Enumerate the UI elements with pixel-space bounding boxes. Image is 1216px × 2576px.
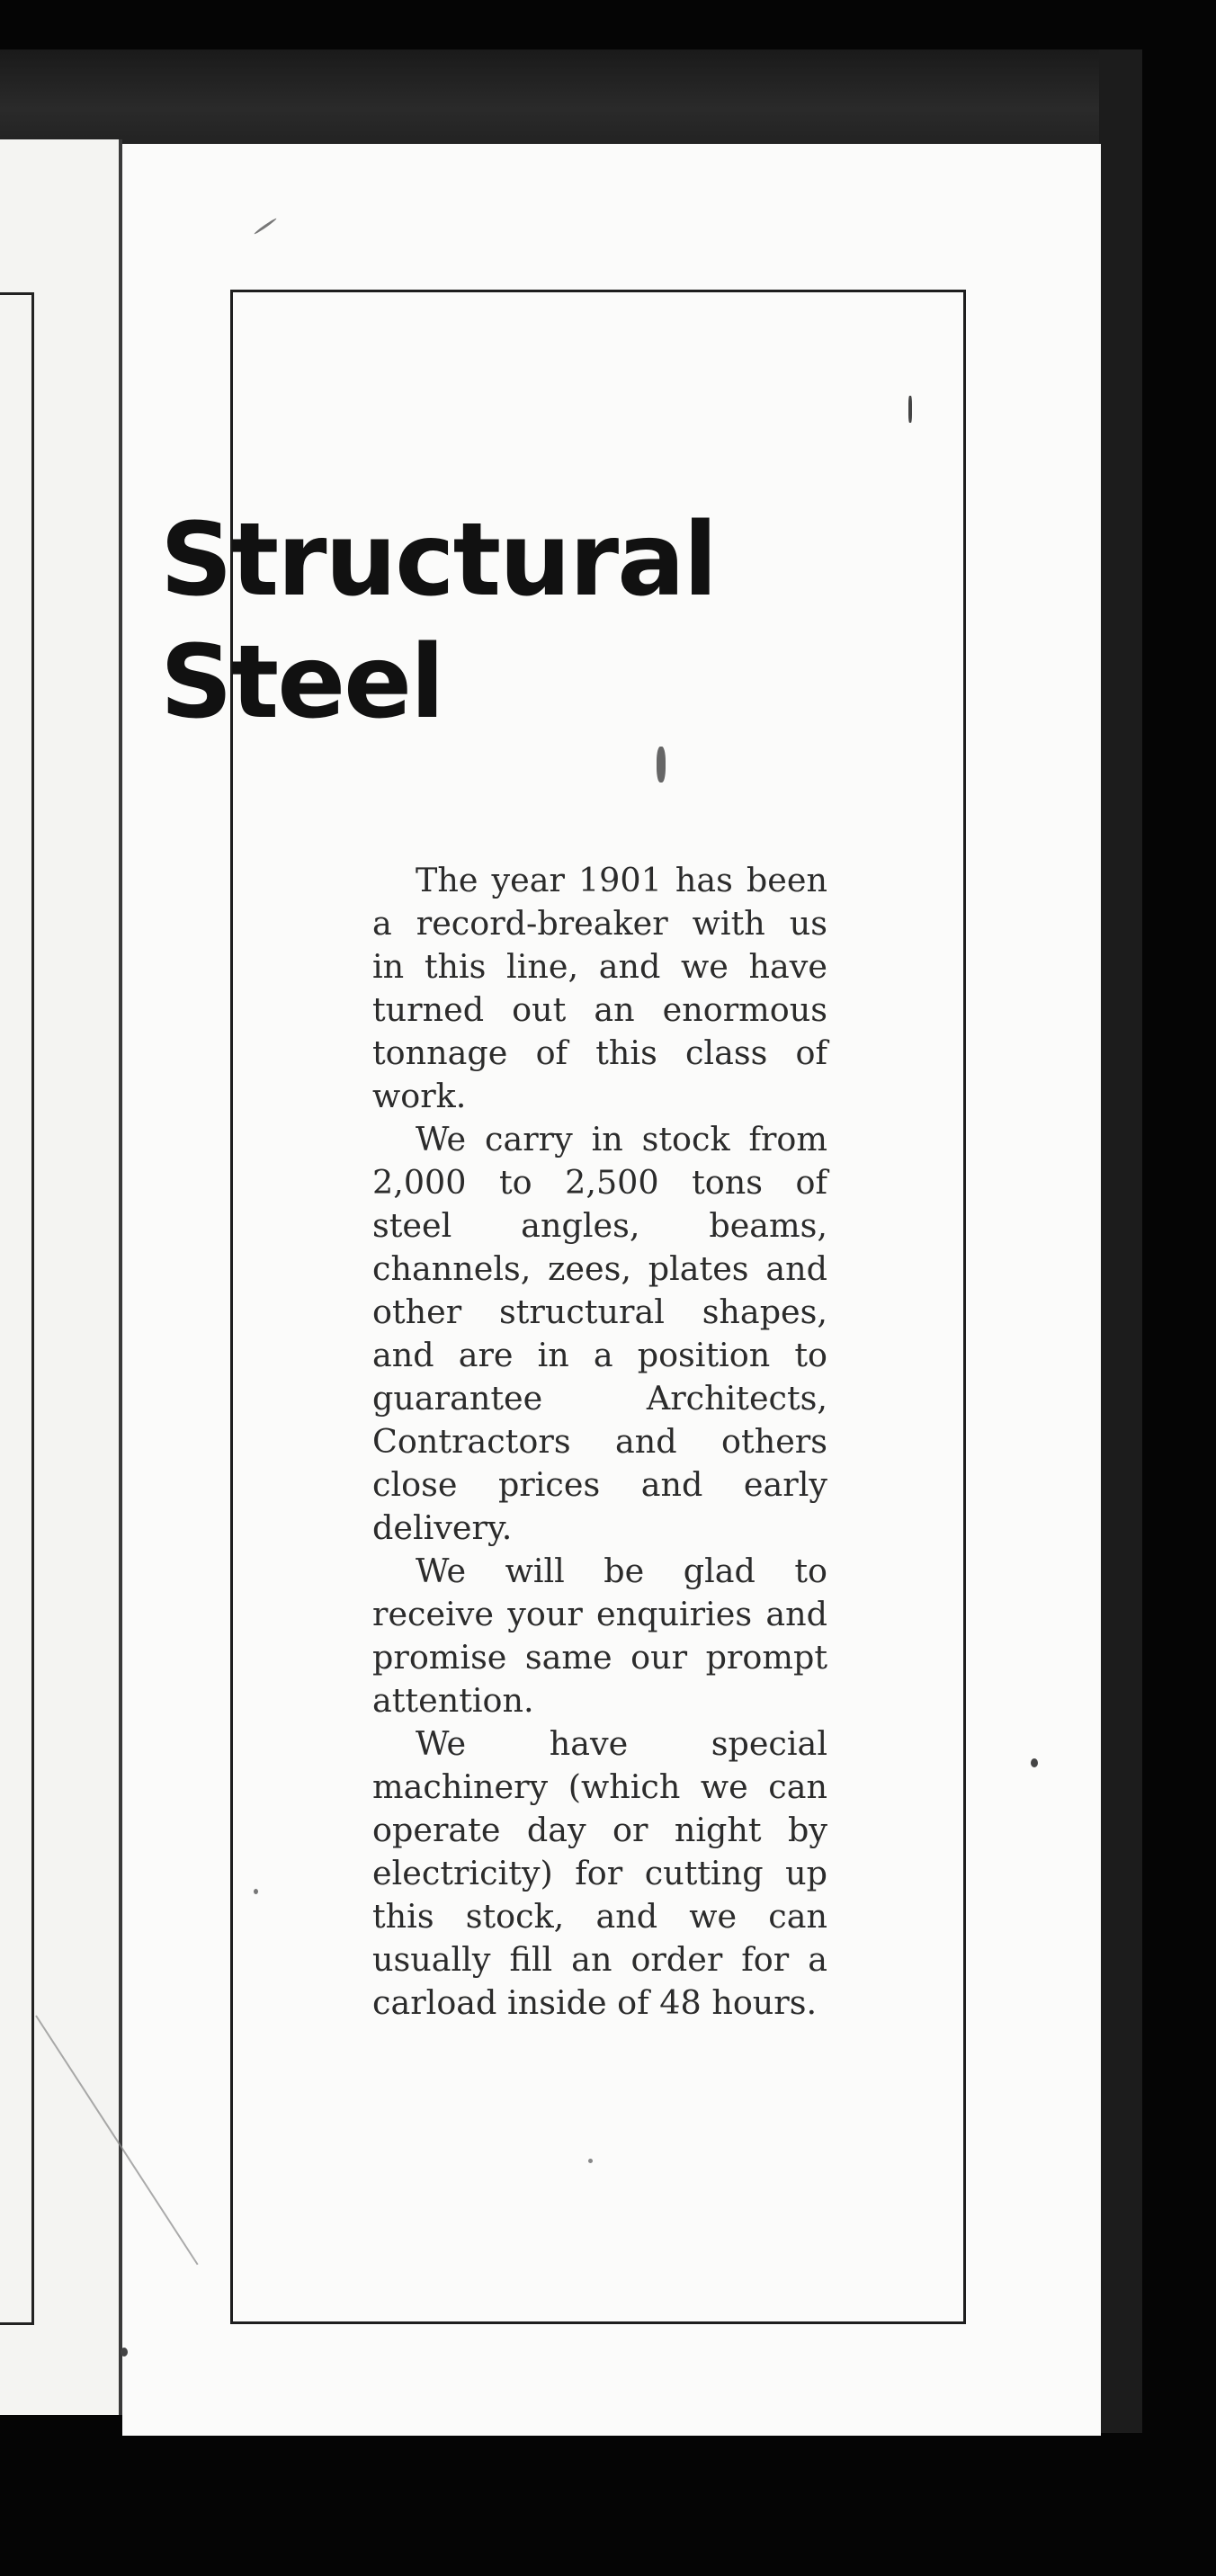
page-title <box>160 499 716 744</box>
title-line-1: Structural <box>160 502 717 619</box>
body-copy <box>372 859 827 2025</box>
title-line-2: Steel <box>160 624 443 741</box>
facing-page-fragment <box>0 139 121 2415</box>
scan-right-edge <box>1099 49 1142 2433</box>
paragraph-2: We carry in stock from 2,000 to 2,500 tons of steel angles, beams, channels, zees, plates and other structural shapes, and are in a position to guarantee Architects, Contractors and others close prices and early delivery. <box>372 1120 827 1547</box>
dust-speck <box>1031 1758 1038 1767</box>
scan-top-edge <box>0 49 1142 148</box>
dust-speck <box>588 2159 593 2163</box>
paragraph-3: We will be glad to receive your enquiries and promise same our prompt attention. <box>372 1552 827 1720</box>
dust-speck <box>908 396 912 423</box>
facing-page-border <box>0 292 34 2325</box>
dust-speck <box>254 1889 258 1894</box>
paragraph-4: We have special machinery (which we can operate day or night by electricity) for cutting up this stock, and we can usually fill an order for a carload inside of 48 hours. <box>372 1724 827 2022</box>
paragraph-1: The year 1901 has been a record-breaker with us in this line, and we have turned out an enormous tonnage of this class of work. <box>372 861 827 1115</box>
dust-speck <box>657 747 666 783</box>
dust-speck <box>121 2348 128 2357</box>
